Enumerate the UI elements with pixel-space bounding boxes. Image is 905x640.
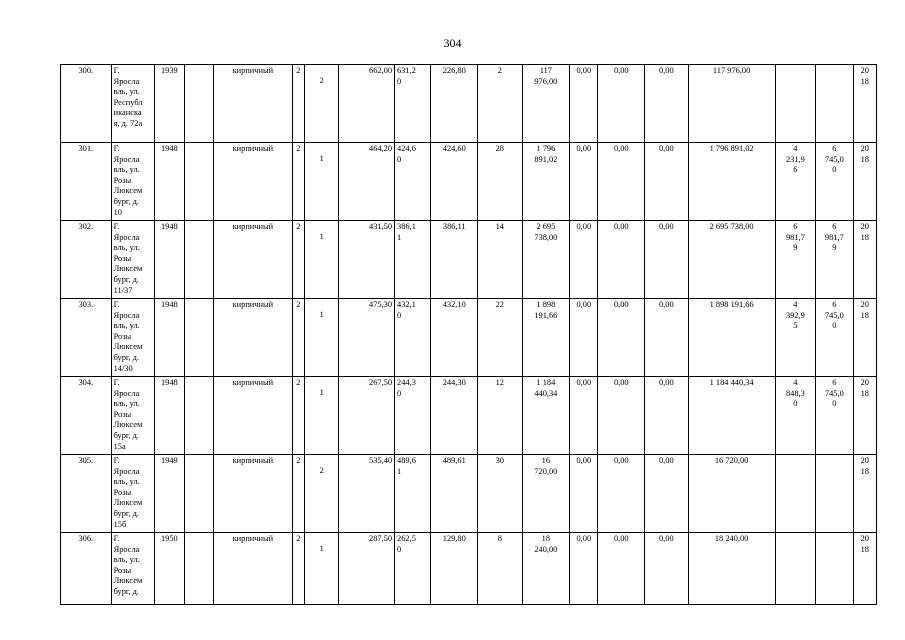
area-b-cell: 424,60 [431,143,478,221]
cost-c3-cell: 0,00 [645,377,689,455]
address-cell: Г. Яросла вль, ул. Розы Люксем бург, д. 14/30 [111,299,155,377]
cost-c3-cell: 0,00 [645,455,689,533]
max-unit-cost-cell: 6 981,7 9 [816,221,853,299]
housing-registry-table [60,64,877,605]
cost-c1-cell: 0,00 [570,221,598,299]
material-cell: кирпичный [213,65,292,143]
unit-cost-cell [775,533,815,605]
cost-c1-cell: 0,00 [570,65,598,143]
area-b-cell: 244,30 [431,377,478,455]
table-row [61,455,877,533]
row-number: 304. [61,377,112,455]
unit-cost-cell: 4 392,9 5 [775,299,815,377]
area-b-cell: 432,10 [431,299,478,377]
blank-cell [184,299,213,377]
area-a-cell: 244,3 0 [395,377,431,455]
term-cell: 20 18 [853,143,876,221]
cost-cell: 2 695 738,00 [522,221,570,299]
year-cell: 1948 [155,377,184,455]
residents-cell: 30 [478,455,523,533]
cost-total-cell: 117 976,00 [688,65,775,143]
residents-cell: 28 [478,143,523,221]
max-unit-cost-cell [816,65,853,143]
table-row [61,533,877,605]
cost-c2-cell: 0,00 [598,221,645,299]
residents-cell: 22 [478,299,523,377]
entrances-cell: 2 [304,65,338,143]
area-a-cell: 262,5 0 [395,533,431,605]
entrances-cell: 1 [304,299,338,377]
address-cell: Г. Яросла вль, ул. Розы Люксем бург, д. 10 [111,143,155,221]
term-cell: 20 18 [853,455,876,533]
cost-c1-cell: 0,00 [570,377,598,455]
year-cell: 1950 [155,533,184,605]
material-cell: кирпичный [213,533,292,605]
year-cell: 1949 [155,455,184,533]
blank-cell [184,221,213,299]
cost-c1-cell: 0,00 [570,533,598,605]
term-cell: 20 18 [853,65,876,143]
address-cell: Г. Яросла вль, ул. Розы Люксем бург, д. 15б [111,455,155,533]
residents-cell: 2 [478,65,523,143]
blank-cell [184,377,213,455]
floors-cell: 2 [292,455,304,533]
cost-cell: 16 720,00 [522,455,570,533]
max-unit-cost-cell: 6 745,0 0 [816,299,853,377]
material-cell: кирпичный [213,143,292,221]
cost-c1-cell: 0,00 [570,299,598,377]
year-cell: 1948 [155,143,184,221]
material-cell: кирпичный [213,455,292,533]
term-cell: 20 18 [853,533,876,605]
row-number: 302. [61,221,112,299]
cost-total-cell: 2 695 738,00 [688,221,775,299]
cost-cell: 18 240,00 [522,533,570,605]
area-total-cell: 535,40 [339,455,395,533]
area-total-cell: 464,20 [339,143,395,221]
cost-c2-cell: 0,00 [598,533,645,605]
cost-cell: 1 898 191,66 [522,299,570,377]
entrances-cell: 2 [304,455,338,533]
row-number: 305. [61,455,112,533]
year-cell: 1948 [155,221,184,299]
cost-c3-cell: 0,00 [645,143,689,221]
max-unit-cost-cell: 6 745,0 0 [816,143,853,221]
cost-c3-cell: 0,00 [645,65,689,143]
cost-total-cell: 1 184 440,34 [688,377,775,455]
residents-cell: 8 [478,533,523,605]
area-total-cell: 431,50 [339,221,395,299]
max-unit-cost-cell: 6 745,0 0 [816,377,853,455]
area-a-cell: 432,1 0 [395,299,431,377]
floors-cell: 2 [292,299,304,377]
area-total-cell: 287,50 [339,533,395,605]
blank-cell [184,533,213,605]
cost-total-cell: 18 240,00 [688,533,775,605]
page-number: 304 [443,36,462,50]
address-cell: Г. Яросла вль, ул. Розы Люксем бург, д. [111,533,155,605]
blank-cell [184,65,213,143]
cost-c3-cell: 0,00 [645,299,689,377]
address-cell: Г. Яросла вль, ул. Розы Люксем бург, д. 15а [111,377,155,455]
row-number: 303. [61,299,112,377]
cost-total-cell: 1 796 891,02 [688,143,775,221]
max-unit-cost-cell [816,533,853,605]
term-cell: 20 18 [853,221,876,299]
floors-cell: 2 [292,143,304,221]
cost-c2-cell: 0,00 [598,299,645,377]
area-total-cell: 475,30 [339,299,395,377]
max-unit-cost-cell [816,455,853,533]
entrances-cell: 1 [304,143,338,221]
cost-c1-cell: 0,00 [570,143,598,221]
floors-cell: 2 [292,377,304,455]
unit-cost-cell: 6 981,7 9 [775,221,815,299]
area-a-cell: 489,6 1 [395,455,431,533]
row-number: 301. [61,143,112,221]
area-total-cell: 267,50 [339,377,395,455]
cost-c2-cell: 0,00 [598,143,645,221]
cost-c2-cell: 0,00 [598,65,645,143]
residents-cell: 14 [478,221,523,299]
cost-cell: 1 796 891,02 [522,143,570,221]
floors-cell: 2 [292,533,304,605]
table-row [61,65,877,143]
row-number: 306. [61,533,112,605]
area-b-cell: 489,61 [431,455,478,533]
material-cell: кирпичный [213,299,292,377]
unit-cost-cell: 4 848,3 0 [775,377,815,455]
address-cell: Г. Яросла вль, ул. Розы Люксем бург, д. 11/37 [111,221,155,299]
table-row [61,221,877,299]
area-a-cell: 386,1 1 [395,221,431,299]
blank-cell [184,143,213,221]
area-b-cell: 386,11 [431,221,478,299]
entrances-cell: 1 [304,377,338,455]
area-a-cell: 631,2 0 [395,65,431,143]
unit-cost-cell [775,65,815,143]
table-row [61,299,877,377]
entrances-cell: 1 [304,533,338,605]
floors-cell: 2 [292,65,304,143]
cost-c3-cell: 0,00 [645,221,689,299]
cost-c2-cell: 0,00 [598,377,645,455]
cost-cell: 117 976,00 [522,65,570,143]
material-cell: кирпичный [213,221,292,299]
area-b-cell: 129,80 [431,533,478,605]
cost-c2-cell: 0,00 [598,455,645,533]
year-cell: 1948 [155,299,184,377]
material-cell: кирпичный [213,377,292,455]
cost-c1-cell: 0,00 [570,455,598,533]
area-a-cell: 424,6 0 [395,143,431,221]
entrances-cell: 1 [304,221,338,299]
area-b-cell: 226,80 [431,65,478,143]
cost-total-cell: 16 720,00 [688,455,775,533]
cost-c3-cell: 0,00 [645,533,689,605]
table-row [61,377,877,455]
table-row [61,143,877,221]
unit-cost-cell: 4 231,9 6 [775,143,815,221]
floors-cell: 2 [292,221,304,299]
area-total-cell: 662,00 [339,65,395,143]
unit-cost-cell [775,455,815,533]
cost-cell: 1 184 440,34 [522,377,570,455]
cost-total-cell: 1 898 191,66 [688,299,775,377]
year-cell: 1939 [155,65,184,143]
blank-cell [184,455,213,533]
residents-cell: 12 [478,377,523,455]
row-number: 300. [61,65,112,143]
term-cell: 20 18 [853,377,876,455]
term-cell: 20 18 [853,299,876,377]
address-cell: Г. Яросла вль, ул. Республ иканска я, д. 72а [111,65,155,143]
